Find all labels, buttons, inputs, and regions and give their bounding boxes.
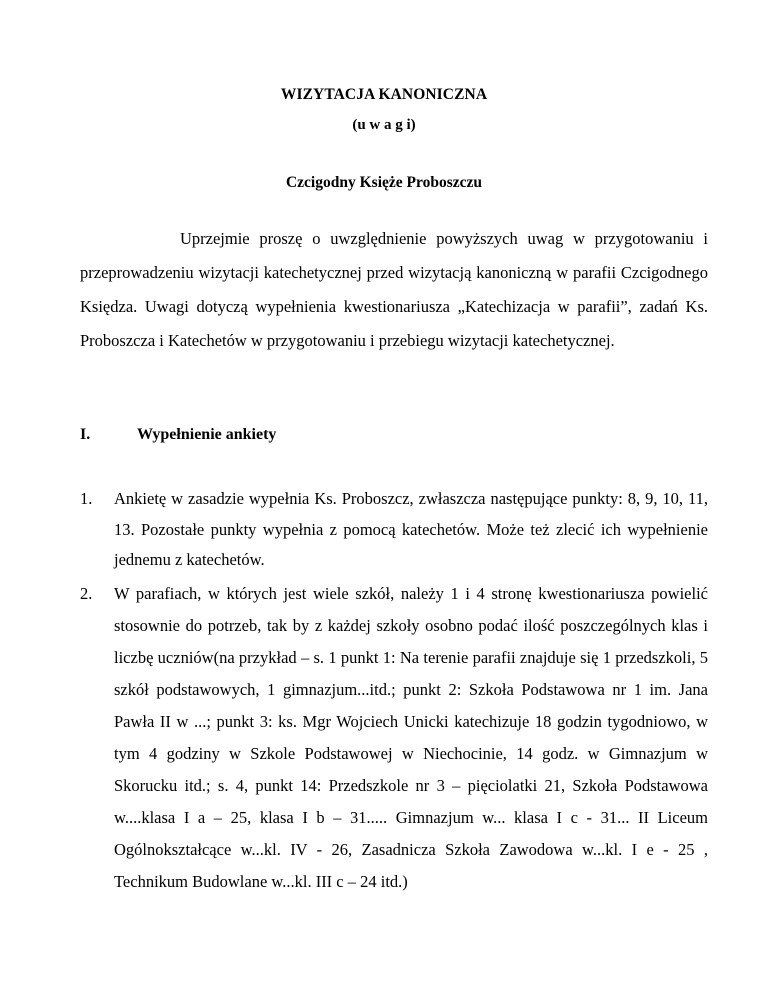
section-number: I. [80,426,91,443]
salutation: Czcigodny Księże Proboszczu [285,174,482,191]
list-item-marker: 2. [80,583,93,603]
list-item-text: W parafiach, w których jest wiele szkół, należy 1 i 4 stronę kwestionariusza powielić stosownie do potrzeb, tak by z każdej szkoły osobno podać ilość poszczególnych klas i liczbę uczniów(na przykład – s. 1 punkt 1: Na terenie parafii znajduje się 1 przedszkoli, 5 szkół podstawowych, 1 gimnazjum...itd.; punkt 2: Szkoła Podstawowa nr 1 im. Jana Pawła II w ...; punkt 3: ks. Mgr Wojciech Unicki katechizuje 18 godzin tygodniowo, w tym 4 godziny w Szkole Podstawowej w Niechocinie, 14 godz. w Gimnazjum w Skorucku itd.; s. 4, punkt 14: Przedszkole nr 3 – pięciolatki 21, Szkoła Podstawowa w....klasa I a – 25, klasa I b – 31..... Gimnazjum w... klasa I c - 31... II Liceum Ogólnokształcące w...kl. IV - 26, Zasadnicza Szkoła Zawodowa w...kl. I e - 25 , Technikum Budowlane w...kl. III c – 24 itd.) [114,583,708,891]
list-item [80,578,708,898]
list-item-text: Ankietę w zasadzie wypełnia Ks. Proboszcz, zwłaszcza następujące punkty: 8, 9, 10, 11, 13. Pozostałe punkty wypełnia z pomocą katechetów. Może też zlecić ich wypełnienie jednemu z katechetów. [114,489,708,569]
section-heading [80,426,276,444]
intro-paragraph [80,222,708,358]
list-item-marker: 1. [80,489,93,508]
list-item [80,484,708,576]
section-title: Wypełnienie ankiety [137,426,277,443]
document-title: WIZYTACJA KANONICZNA [280,86,488,103]
numbered-list [80,484,708,898]
document-subtitle: (u w a g i) [352,117,416,133]
intro-text: Uprzejmie proszę o uwzględnienie powyższych uwag w przygotowaniu i przeprowadzeniu wizytacji katechetycznej przed wizytacją kanoniczną w parafii Czcigodnego Księdza. Uwagi dotyczą wypełnienia kwestionariusza „Katechizacja w parafii”, zadań Ks. Proboszcza i Katechetów w przygotowaniu i przebiegu wizytacji katechetycznej. [80,229,708,350]
